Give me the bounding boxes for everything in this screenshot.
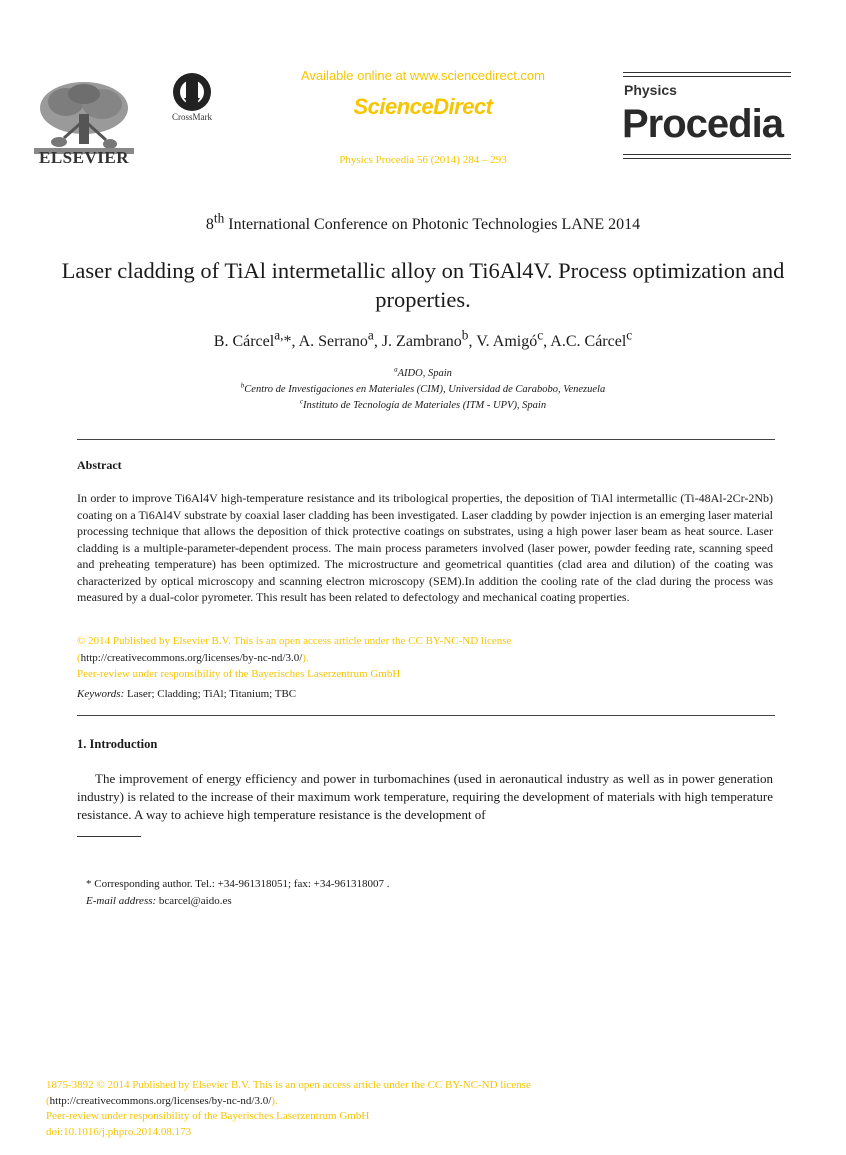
bottom-notice: 1875-3892 © 2014 Published by Elsevier B.V. This is an open access article under the CC BY-NC-ND license (http://creativecommons.org/licenses/by-nc-nd/3.0/). Peer-review under responsibility of the Bayerisches Laserzentrum GmbH doi:10.1016/j.phpro.2014.08.173 <box>46 1078 531 1140</box>
journal-rule <box>623 76 791 77</box>
affiliations <box>0 366 846 414</box>
footnote: * Corresponding author. Tel.: +34-961318051; fax: +34-961318007 . E-mail address: bcarcel@aido.es <box>86 878 390 907</box>
author-name: V. Amigó <box>476 333 538 350</box>
journal-name-small: Physics <box>624 82 677 98</box>
author-name: J. Zambrano <box>381 333 462 350</box>
abstract-text: In order to improve Ti6Al4V high-temperature resistance and its tribological properties, the deposition of TiAl intermetallic (Ti-48Al-2Cr-2Nb) coating on a Ti6Al4V substrate by coaxial laser cladding has been investigated. Laser cladding by powder injection is an emerging laser material processing technique that allows the deposition of thick protective coatings on substrates, using a high power laser beam as heat source. Laser cladding is a multiple-parameter-dependent process. The main process parameters involved (laser power, powder feeding rate, scanning speed and preheating temperature) has been optimized. The microstructure and geometrical quantities (clad area and dilution) of the coating was characterized by optical microscopy and scanning electron microscopy (SEM).In addition the cooling rate of the clad during the process was measured by a dual-color pyrometer. This result has been related to defectology and mechanical coating properties. <box>77 491 773 604</box>
affiliation: $^b$Centro de Investigaciones en Materiales (CIM), Universidad de Carabobo, Venezuela <box>240 381 606 395</box>
author-list: B. Cárcel$^{a,}$*, A. Serrano$^a$, J. Zambrano$^b$, V. Amigó$^c$, A.C. Cárcel$^c$ <box>213 327 633 350</box>
introduction-text: The improvement of energy efficiency and power in turbomachines (used in aeronautical industry as well as in power generation industry) is related to the increase of their maximum work temperature, requiring the development of materials with high temperature resistance. A way to achieve high temperature resistance is the development of <box>77 771 773 822</box>
section-heading: 1. Introduction <box>77 737 158 751</box>
footnote-rule <box>77 836 141 837</box>
author-name: A. Serrano <box>298 333 368 350</box>
elsevier-wordmark: ELSEVIER <box>39 148 129 167</box>
license-link[interactable]: http://creativecommons.org/licenses/by-nc-nd/3.0/ <box>49 1094 272 1107</box>
crossmark-label: CrossMark <box>172 112 212 122</box>
journal-rule <box>623 72 791 73</box>
doi-link[interactable]: doi:10.1016/j.phpro.2014.08.173 <box>46 1125 192 1138</box>
conference-line: 8th International Conference on Photonic Technologies LANE 2014 <box>205 210 641 233</box>
sciencedirect-logo[interactable]: ScienceDirect <box>353 94 493 119</box>
journal-rule <box>623 158 791 159</box>
journal-name-large: Procedia <box>622 102 783 146</box>
journal-rule <box>623 154 791 155</box>
paper-title: Laser cladding of TiAl intermetallic alloy on Ti6Al4V. Process optimization and properties. <box>61 258 785 312</box>
keywords: Keywords: Laser; Cladding; TiAl; Titanium; TBC <box>77 688 297 700</box>
affiliation: $^c$Instituto de Tecnología de Materiales (ITM - UPV), Spain <box>299 397 547 411</box>
divider <box>77 439 775 440</box>
abstract-heading: Abstract <box>77 458 122 472</box>
journal-reference: Physics Procedia 56 (2014) 284 – 293 <box>339 154 507 166</box>
author-name: A.C. Cárcel <box>550 333 627 350</box>
email-link[interactable]: bcarcel@aido.es <box>156 895 232 907</box>
affiliation: $^a$AIDO, Spain <box>394 365 452 379</box>
divider <box>77 715 775 716</box>
license-notice: © 2014 Published by Elsevier B.V. This is an open access article under the CC BY-NC-ND license (http://creativecommons.org/licenses/by-nc-nd/3.0/). Peer-review under responsibility of the Bayerisches Laserzentrum GmbH <box>77 635 512 680</box>
available-online-link[interactable]: Available online at www.sciencedirect.com <box>301 68 545 83</box>
license-link[interactable]: http://creativecommons.org/licenses/by-nc-nd/3.0/ <box>80 651 303 664</box>
author-name: B. Cárcel <box>213 333 275 350</box>
